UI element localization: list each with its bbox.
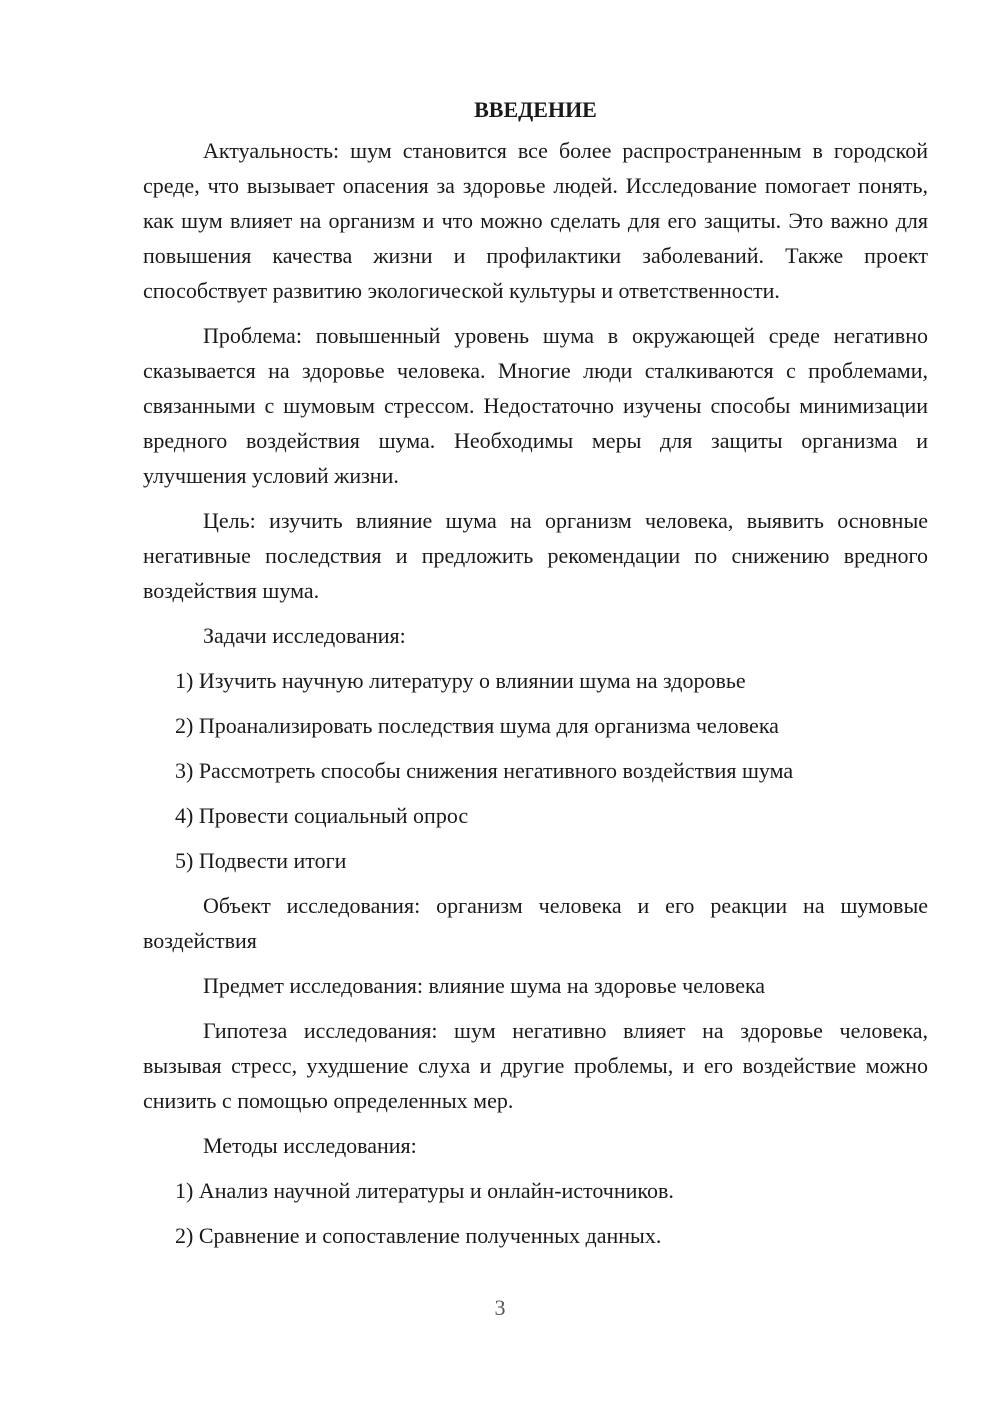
tasks-heading: Задачи исследования: bbox=[203, 623, 406, 648]
list-item: 1) Изучить научную литературу о влиянии шума на здоровье bbox=[175, 668, 746, 693]
tasks-list bbox=[143, 663, 928, 878]
list-item: 2) Проанализировать последствия шума для организма человека bbox=[175, 713, 779, 738]
list-item: 2) Сравнение и сопоставление полученных данных. bbox=[175, 1223, 662, 1248]
relevance-paragraph: Актуальность: шум становится все более распространенным в городской среде, что вызывает опасения за здоровье людей. Исследование помогает понять, как шум влияет на организм и что можно сделать для его защиты. Это важно для повышения качества жизни и профилактики заболеваний. Также проект способствует развитию экологической культуры и ответственности. bbox=[143, 138, 928, 303]
hypothesis-paragraph: Гипотеза исследования: шум негативно влияет на здоровье человека, вызывая стресс, ухудшение слуха и другие проблемы, и его воздействие можно снизить с помощью определенных мер. bbox=[143, 1018, 928, 1113]
document-page bbox=[143, 92, 928, 1263]
section-title: ВВЕДЕНИЕ bbox=[474, 97, 597, 122]
list-item: 3) Рассмотреть способы снижения негативного воздействия шума bbox=[175, 758, 794, 783]
list-item: 4) Провести социальный опрос bbox=[175, 803, 469, 828]
subject-paragraph: Предмет исследования: влияние шума на здоровье человека bbox=[203, 973, 766, 998]
list-item: 5) Подвести итоги bbox=[175, 848, 347, 873]
page-number: 3 bbox=[494, 1295, 506, 1320]
list-item: 1) Анализ научной литературы и онлайн-источников. bbox=[175, 1178, 674, 1203]
problem-paragraph: Проблема: повышенный уровень шума в окружающей среде негативно сказывается на здоровье человека. Многие люди сталкиваются с проблемами, связанными с шумовым стрессом. Недостаточно изучены способы минимизации вредного воздействия шума. Необходимы меры для защиты организма и улучшения условий жизни. bbox=[143, 323, 928, 488]
methods-heading: Методы исследования: bbox=[203, 1133, 417, 1158]
methods-list bbox=[143, 1173, 928, 1253]
object-paragraph: Объект исследования: организм человека и его реакции на шумовые воздействия bbox=[143, 893, 928, 953]
goal-paragraph: Цель: изучить влияние шума на организм человека, выявить основные негативные последствия и предложить рекомендации по снижению вредного воздействия шума. bbox=[143, 508, 928, 603]
